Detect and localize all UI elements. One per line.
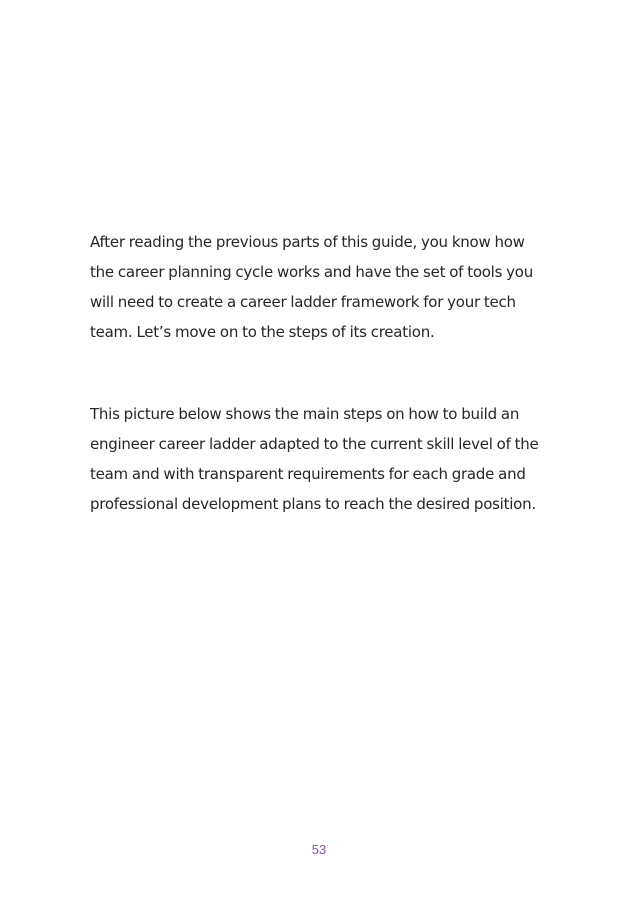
text-line: After reading the previous parts of this guide, you know how bbox=[90, 233, 525, 251]
body-paragraph-intro bbox=[90, 227, 560, 347]
text-line: team and with transparent requirements for each grade and bbox=[90, 465, 526, 483]
text-line: the career planning cycle works and have the set of tools you bbox=[90, 263, 533, 281]
text-line: professional development plans to reach the desired position. bbox=[90, 495, 536, 513]
page-number: 53 bbox=[311, 842, 327, 857]
text-line: engineer career ladder adapted to the current skill level of the bbox=[90, 435, 539, 453]
text-line: will need to create a career ladder framework for your tech bbox=[90, 293, 516, 311]
body-paragraph-steps bbox=[90, 399, 560, 519]
text-line: team. Let’s move on to the steps of its creation. bbox=[90, 323, 435, 341]
text-line: This picture below shows the main steps on how to build an bbox=[90, 405, 520, 423]
